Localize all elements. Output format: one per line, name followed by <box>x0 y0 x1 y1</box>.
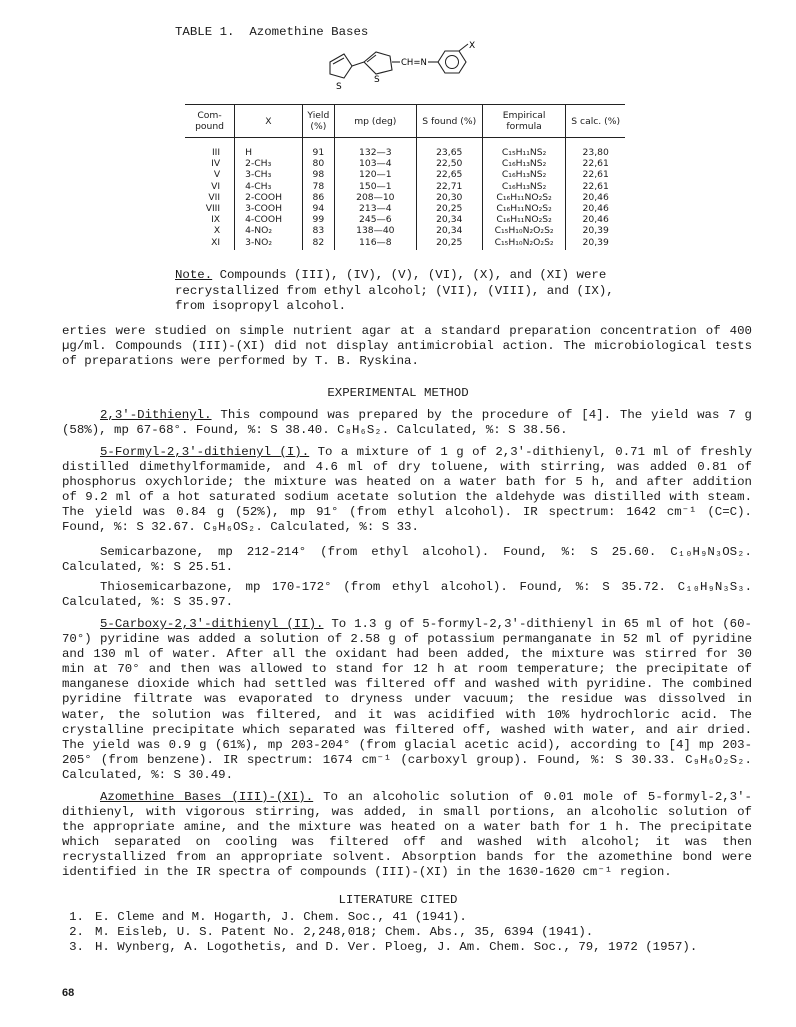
reference-item <box>62 940 752 955</box>
cell-yield: 83 <box>302 225 334 236</box>
thiophene-ring-2 <box>364 52 392 74</box>
cell-formula: C₁₆H₁₁NO₂S₂ <box>482 214 565 225</box>
cell-formula: C₁₅H₁₁NS₂ <box>482 138 565 159</box>
header-empirical-line1: Empirical <box>502 110 546 121</box>
cell-mp: 116—8 <box>335 237 417 250</box>
cell-s-calc: 22,61 <box>582 180 609 192</box>
cell-yield: 86 <box>302 192 334 203</box>
literature-heading: LITERATURE CITED <box>338 893 458 907</box>
azomethine-bases-table <box>185 104 625 250</box>
cell-compound: X <box>185 225 235 236</box>
cell-x: 4-NO₂ <box>235 225 303 236</box>
note-label: Note. <box>175 268 213 282</box>
cell-s-calc: 20,39 <box>582 236 609 248</box>
table-note <box>175 268 635 315</box>
cell-mp: 120—1 <box>335 169 417 180</box>
cell-s-calc: 22,61 <box>582 158 609 170</box>
cell-s-calc: 20,46 <box>582 203 609 215</box>
x-substituent-bond <box>459 44 468 51</box>
azomethine-paragraph <box>62 790 752 881</box>
reference-list <box>62 910 752 956</box>
cell-compound: IV <box>185 158 235 169</box>
cell-x: 2-COOH <box>235 192 303 203</box>
thiophene-ring-1 <box>330 54 352 78</box>
cell-s-found: 20,25 <box>416 203 482 214</box>
table-row <box>185 169 625 180</box>
table-row <box>185 225 625 236</box>
header-s-calc: S calc. (%) <box>566 105 625 138</box>
page-number: 68 <box>62 987 75 999</box>
table-header-row <box>185 105 625 138</box>
cell-s-found: 23,65 <box>416 138 482 159</box>
cell-mp: 150—1 <box>335 181 417 192</box>
sulfur-label-2: S <box>374 75 380 85</box>
cell-formula: C₁₆H₁₁NO₂S₂ <box>482 203 565 214</box>
sulfur-label-1: S <box>336 82 342 92</box>
reference-number: 2. <box>69 925 84 940</box>
cell-compound: XI <box>185 237 235 250</box>
cell-s-found: 20,25 <box>416 237 482 250</box>
dithienyl-text: This compound was prepared by the procedure of [4]. The yield was 7 g (58%), mp 67-68°. Found, %: S 38.40. C₈H₆S₂. Calculated, %: S 38.56. <box>62 408 752 438</box>
header-compound-line2: pound <box>195 121 225 132</box>
cell-s-found: 20,30 <box>416 192 482 203</box>
cell-mp: 103—4 <box>335 158 417 169</box>
cell-compound: VIII <box>185 203 235 214</box>
cell-x: 2-CH₃ <box>235 158 303 169</box>
azomethine-text: To an alcoholic solution of 0.01 mole of 5-formyl-2,3'-dithienyl, with vigorous stirring, was added, in small portions, an alcoholic solution of the appropriate amine, and the mixture was heated on a water bath for 1 h. The precipitate which separated on cooling was filtered off and washed with alcohol; it was then recrystallized from an appropriate solvent. Absorption bands for the azomethine bond were identified in the IR spectra of compounds (III)-(XI) in the 1630-1620 cm⁻¹ region. <box>62 790 752 880</box>
ch-n-group-label: CH=N <box>401 58 427 68</box>
intro-paragraph: erties were studied on simple nutrient agar at a standard preparation concentration of 400 µg/ml. Compounds (III)-(XI) did not display antimicrobial action. The microbiological tests of preparations were performed by T. B. Ryskina. <box>62 324 752 369</box>
cell-formula: C₁₅H₁₀N₂O₂S₂ <box>482 237 565 250</box>
cell-mp: 208—10 <box>335 192 417 203</box>
formyl-title: 5-Formyl-2,3'-dithienyl (I). <box>100 445 310 459</box>
cell-x: 3-CH₃ <box>235 169 303 180</box>
x-substituent-label: X <box>469 41 476 51</box>
cell-compound: IX <box>185 214 235 225</box>
cell-s-found: 20,34 <box>416 225 482 236</box>
header-s-found: S found (%) <box>416 105 482 138</box>
cell-s-calc: 20,46 <box>582 214 609 226</box>
cell-x: 3-COOH <box>235 203 303 214</box>
cell-yield: 78 <box>302 181 334 192</box>
dithienyl-paragraph <box>62 408 752 438</box>
table-row <box>185 237 625 250</box>
reference-number: 1. <box>69 910 84 924</box>
cell-s-found: 22,50 <box>416 158 482 169</box>
benzene-ring <box>438 51 466 73</box>
cell-formula: C₁₆H₁₁NO₂S₂ <box>482 192 565 203</box>
carboxy-paragraph <box>62 617 752 783</box>
semicarbazone-paragraph: Semicarbazone, mp 212-214° (from ethyl alcohol). Found, %: S 25.60. C₁₀H₉N₃OS₂. Calculated, %: S 25.51. <box>62 545 752 575</box>
reference-text: E. Cleme and M. Hogarth, J. Chem. Soc., 41 (1941). <box>95 910 467 924</box>
cell-mp: 132—3 <box>335 138 417 159</box>
cell-x: 4-COOH <box>235 214 303 225</box>
formyl-text: To a mixture of 1 g of 2,3'-dithienyl, 0.71 ml of freshly distilled dimethylformamide, and 4.6 ml of dry toluene, with stirring, was added 0.81 of phosphorus oxychloride; the mixture was heated on a water bath for 5 h, and after addition of 9.2 ml of a hot saturated sodium acetate solution the aldehyde was distilled with steam. The yield was 0.84 g (52%), mp 91° (from ethyl alcohol). IR spectrum: 1642 cm⁻¹ (C=C). Found, %: S 32.67. C₉H₆OS₂. Calculated, %: S 33. <box>62 445 753 535</box>
header-yield-line2: (%) <box>310 121 327 132</box>
table-row <box>185 203 625 214</box>
cell-s-calc: 20,46 <box>582 191 609 203</box>
cell-yield: 94 <box>302 203 334 214</box>
header-empirical <box>482 105 565 138</box>
reference-item <box>62 910 752 925</box>
header-mp: mp (deg) <box>335 105 417 138</box>
note-text: Compounds (III), (IV), (V), (VI), (X), and (XI) were recrystallized from ethyl alcohol; (VII), (VIII), and (IX), from isopropyl alcohol. <box>175 268 614 313</box>
cell-compound: VI <box>185 181 235 192</box>
cell-s-calc: 20,39 <box>582 225 609 237</box>
azomethine-structure-diagram <box>300 40 500 96</box>
reference-text: H. Wynberg, A. Logothetis, and D. Ver. Ploeg, J. Am. Chem. Soc., 79, 1972 (1957). <box>95 940 698 955</box>
cell-mp: 138—40 <box>335 225 417 236</box>
cell-s-calc: 22,61 <box>582 169 609 181</box>
cell-x: H <box>235 138 303 159</box>
header-x: X <box>235 105 303 138</box>
azomethine-title: Azomethine Bases (III)-(XI). <box>100 790 314 804</box>
cell-yield: 82 <box>302 237 334 250</box>
cell-formula: C₁₆H₁₃NS₂ <box>482 181 565 192</box>
experimental-heading: EXPERIMENTAL METHOD <box>327 386 469 400</box>
cell-yield: 98 <box>302 169 334 180</box>
cell-yield: 91 <box>302 138 334 159</box>
cell-formula: C₁₆H₁₃NS₂ <box>482 158 565 169</box>
thiosemicarbazone-paragraph: Thiosemicarbazone, mp 170-172° (from ethyl alcohol). Found, %: S 35.72. C₁₀H₉N₃S₃. Calculated, %: S 35.97. <box>62 580 752 610</box>
formyl-paragraph <box>62 445 752 536</box>
aromatic-circle <box>446 56 459 69</box>
table-row <box>185 138 625 159</box>
table-row <box>185 192 625 203</box>
ring-link-bond <box>352 62 364 66</box>
cell-mp: 245—6 <box>335 214 417 225</box>
cell-x: 4-CH₃ <box>235 181 303 192</box>
cell-s-found: 22,71 <box>416 181 482 192</box>
header-compound-line1: Com- <box>197 110 222 121</box>
cell-compound: V <box>185 169 235 180</box>
cell-s-found: 22,65 <box>416 169 482 180</box>
reference-number: 3. <box>69 940 84 955</box>
carboxy-title: 5-Carboxy-2,3'-dithienyl (II). <box>100 617 324 631</box>
cell-formula: C₁₆H₁₃NS₂ <box>482 169 565 180</box>
table-row <box>185 158 625 169</box>
cell-x: 3-NO₂ <box>235 237 303 250</box>
carboxy-text: To 1.3 g of 5-formyl-2,3'-dithienyl in 65 ml of hot (60-70°) pyridine was added a solution of 2.58 g of potassium permanganate in 52 ml of pyridine and 130 ml of water. After all the oxidant had been added, the mixture was stirred for 30 min at 70° and then was allowed to stand for 12 h at room temperature; the precipitate of manganese dioxide which had settled was filtered off and washed with pyridine. The combined pyridine filtrate was evaporated to dryness under vacuum; the residue was dissolved in water, the solution was filtered, and it was acidified with 10% hydrochloric acid. The crystalline precipitate which separated was filtered off, washed with water, and air dried. The yield was 0.9 g (61%), mp 203-204° (from glacial acetic acid), according to [4] mp 203-205° (from benzene). IR spectrum: 1674 cm⁻¹ (carboxyl group). Found, %: S 30.33. C₉H₆O₂S₂. Calculated, %: S 30.49. <box>62 617 752 782</box>
header-yield <box>302 105 334 138</box>
dithienyl-title: 2,3'-Dithienyl. <box>100 408 212 422</box>
table-row <box>185 181 625 192</box>
reference-text: M. Eisleb, U. S. Patent No. 2,248,018; Chem. Abs., 35, 6394 (1941). <box>95 925 594 940</box>
cell-formula: C₁₅H₁₀N₂O₂S₂ <box>482 225 565 236</box>
header-yield-line1: Yield <box>307 110 330 121</box>
cell-s-calc: 23,80 <box>582 147 609 158</box>
cell-yield: 99 <box>302 214 334 225</box>
cell-compound: VII <box>185 192 235 203</box>
table-body <box>185 138 625 250</box>
table-row <box>185 214 625 225</box>
header-compound <box>185 105 235 138</box>
cell-mp: 213—4 <box>335 203 417 214</box>
cell-compound: III <box>185 138 235 159</box>
header-empirical-line2: formula <box>506 121 542 132</box>
table-title: TABLE 1. Azomethine Bases <box>175 25 369 39</box>
reference-item <box>62 925 752 940</box>
cell-s-found: 20,34 <box>416 214 482 225</box>
cell-yield: 80 <box>302 158 334 169</box>
